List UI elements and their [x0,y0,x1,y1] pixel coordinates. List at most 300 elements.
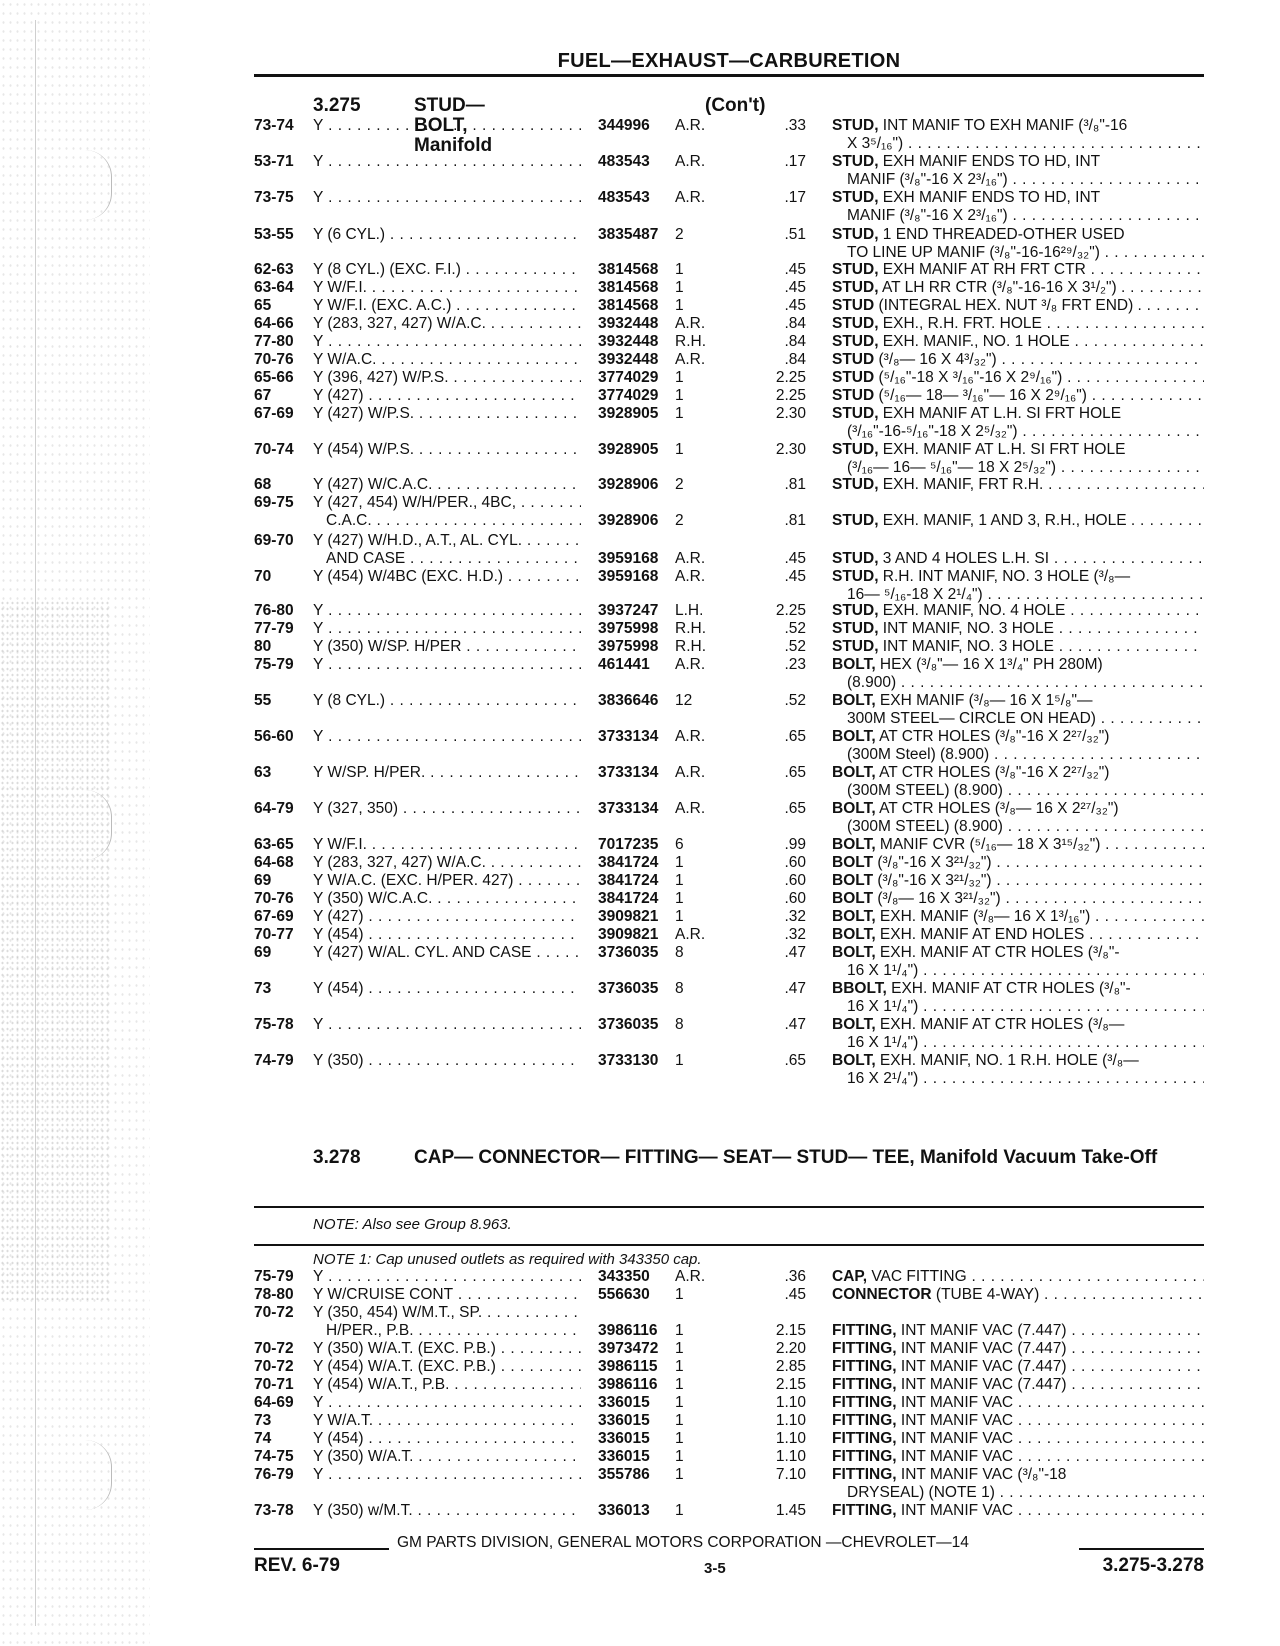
part-row [0,1268,1280,1286]
quantity: 1 [675,908,684,925]
price: 1.10 [775,1412,806,1429]
part-description [832,351,1204,369]
part-name: BOLT, [832,764,876,781]
part-spec: EXH. MANIF AT CTR HOLES (³/₈— [875,1016,1125,1033]
part-description [832,333,1204,351]
price: .17 [784,189,806,206]
part-name: STUD, [832,153,879,170]
model-years: 78-80 [254,1286,294,1303]
part-description [832,926,1204,944]
part-description [832,1430,1204,1448]
quantity: A.R. [675,550,706,567]
part-row [0,638,1280,656]
price: 1.10 [775,1394,806,1411]
part-row [0,1502,1280,1520]
part-number: 3932448 [598,333,659,350]
model-years: 64-79 [254,800,294,817]
part-description [832,405,1204,423]
price: .84 [784,351,806,368]
part-row [0,494,1280,529]
part-description [832,550,1204,568]
part-name: FITTING, [832,1394,897,1411]
price: 2.15 [775,1376,806,1393]
application: Y . . . [313,602,581,620]
quantity: 2 [675,512,684,529]
part-description [832,1322,1204,1340]
part-description [832,1286,1204,1304]
footer-rule-left [254,1548,389,1550]
model-years: 70-72 [254,1358,294,1375]
part-name: STUD, [832,117,879,134]
part-number: 3928905 [598,441,659,458]
quantity: 8 [675,944,684,961]
part-row [0,692,1280,727]
part-name: FITTING, [832,1466,897,1483]
price: .60 [784,872,806,889]
part-number: 3928906 [598,512,659,529]
part-number: 3841724 [598,854,659,871]
part-description [832,872,1204,890]
part-spec: INT MANIF VAC [896,1448,1014,1465]
part-row [0,890,1280,908]
part-name: STUD [832,297,875,314]
part-spec: EXH. MANIF, NO. 1 R.H. HOLE (³/₈— [875,1052,1139,1069]
part-description [832,944,1204,962]
model-years: 65-66 [254,369,294,386]
part-spec: EXH. MANIF AT END HOLES [875,926,1085,943]
model-years: 76-79 [254,1466,294,1483]
part-row [0,568,1280,603]
price: .81 [784,512,806,529]
part-number: 3814568 [598,261,659,278]
part-number: 483543 [598,189,650,206]
model-years: 64-68 [254,854,294,871]
application-cont: AND CASE . . . [326,550,581,568]
section-number: 3.278 [313,1147,361,1168]
price: .52 [784,692,806,709]
price: 2.20 [775,1340,806,1357]
model-years: 80 [254,638,272,655]
model-years: 68 [254,476,272,493]
part-number: 336015 [598,1412,650,1429]
part-name: STUD, [832,512,879,529]
part-row [0,926,1280,944]
part-description [832,854,1204,872]
part-number: 3733134 [598,728,659,745]
quantity: 1 [675,1430,684,1447]
price: 1.10 [775,1448,806,1465]
part-number: 336015 [598,1430,650,1447]
part-name: BOLT, [832,656,876,673]
application: Y (427) W/AL. CYL. AND CASE . . . [313,944,581,962]
model-years: 63-65 [254,836,294,853]
model-years: 63 [254,764,272,781]
part-number: 3928905 [598,405,659,422]
part-description [832,476,1204,494]
part-description-cont: MANIF (³/₈"-16 X 2³/₁₆") . . . [847,207,1204,225]
part-name: FITTING, [832,1430,897,1447]
part-name: FITTING, [832,1340,897,1357]
part-description [832,656,1204,674]
application: Y . . . [313,1466,581,1484]
part-description-cont: 16 X 1¹/₄") . . . [847,962,1204,980]
part-name: CONNECTOR [832,1286,932,1303]
part-description [832,728,1204,746]
quantity: 1 [675,1376,684,1393]
application: Y (350) W/SP. H/PER . . . [313,638,581,656]
part-row [0,944,1280,979]
part-description-cont: (³/₁₆— 16— ⁵/₁₆"— 18 X 2⁵/₃₂") . . . [847,459,1204,477]
part-spec: (TUBE 4-WAY) [931,1286,1040,1303]
part-spec: (³/₈"-16 X 3²¹/₃₂") [873,872,992,889]
application: Y (350) W/A.T. . . . [313,1448,581,1466]
application: Y (396, 427) W/P.S. . . . [313,369,581,387]
application-cont: C.A.C. . . . [326,512,581,530]
part-name: STUD, [832,333,879,350]
part-spec: AT CTR HOLES (³/₈— 16 X 2²⁷/₃₂") [875,800,1119,817]
price: 2.25 [775,387,806,404]
application: Y (350) w/M.T. . . . [313,1502,581,1520]
part-spec: INT MANIF VAC (7.447) [896,1376,1067,1393]
model-years: 77-80 [254,333,294,350]
model-years: 77-79 [254,620,294,637]
part-spec: INT MANIF, NO. 3 HOLE [878,620,1054,637]
part-name: BOLT [832,872,874,889]
part-name: STUD, [832,476,879,493]
part-number: 556630 [598,1286,650,1303]
part-row [0,854,1280,872]
part-description-cont: 16 X 1¹/₄") . . . [847,998,1204,1016]
part-row [0,279,1280,297]
quantity: 2 [675,476,684,493]
price: .65 [784,728,806,745]
part-name: BBOLT, [832,980,887,997]
part-row [0,728,1280,763]
part-row [0,602,1280,620]
part-spec: EXH MANIF AT RH FRT CTR [878,261,1086,278]
part-spec: EXH. MANIF, FRT R.H. [878,476,1044,493]
part-number: 3932448 [598,351,659,368]
application: Y (350) . . . [313,1052,581,1070]
part-number: 3736035 [598,980,659,997]
model-years: 70-71 [254,1376,294,1393]
note-see-also: NOTE: Also see Group 8.963. [313,1216,512,1233]
quantity: 8 [675,980,684,997]
part-row [0,351,1280,369]
header-rule [254,74,1204,77]
price: .47 [784,980,806,997]
part-description [832,890,1204,908]
part-name: BOLT, [832,1016,876,1033]
section-range: 3.275-3.278 [1102,1555,1204,1576]
model-years: 53-55 [254,226,294,243]
part-row [0,1304,1280,1339]
part-row [0,297,1280,315]
part-number: 3937247 [598,602,659,619]
quantity: A.R. [675,189,706,206]
part-spec: VAC FITTING [867,1268,967,1285]
part-name: STUD [832,387,875,404]
quantity: R.H. [675,620,706,637]
part-spec: (INTEGRAL HEX. NUT ³/₈ FRT END) . [874,297,1142,314]
model-years: 56-60 [254,728,294,745]
part-number: 344996 [598,117,650,134]
price: 1.10 [775,1430,806,1447]
price: .45 [784,279,806,296]
part-spec: MANIF CVR (⁵/₁₆— 18 X 3¹⁵/₃₂") [875,836,1101,853]
price: .33 [784,117,806,134]
part-number: 3975998 [598,620,659,637]
model-years: 63-64 [254,279,294,296]
part-row [0,1376,1280,1394]
application: Y (427) W/H.D., A.T., AL. CYL. . . . [313,532,581,550]
part-description-cont: (300M STEEL) (8.900) . . . [847,782,1204,800]
application: Y W/CRUISE CONT . . . [313,1286,581,1304]
part-description-cont: (300M Steel) (8.900) . . . [847,746,1204,764]
part-row [0,1052,1280,1087]
note-1: NOTE 1: Cap unused outlets as required with 343350 cap. [313,1251,702,1268]
part-description-cont: 300M STEEL— CIRCLE ON HEAD) . . . [847,710,1204,728]
quantity: 1 [675,441,684,458]
part-description [832,1358,1204,1376]
part-spec: AT CTR HOLES (³/₈"-16 X 2²⁷/₃₂") [875,728,1110,745]
part-description [832,315,1204,333]
price: .32 [784,908,806,925]
part-spec: AT CTR HOLES (³/₈"-16 X 2²⁷/₃₂") [875,764,1110,781]
model-years: 69 [254,944,272,961]
price: .52 [784,638,806,655]
price: .51 [784,226,806,243]
quantity: 1 [675,1448,684,1465]
part-number: 355786 [598,1466,650,1483]
part-name: BOLT, [832,926,876,943]
part-number: 3774029 [598,369,659,386]
application: Y W/F.I. . . . [313,279,581,297]
part-number: 3959168 [598,550,659,567]
model-years: 70 [254,568,272,585]
price: .65 [784,800,806,817]
part-number: 3814568 [598,297,659,314]
model-years: 70-72 [254,1304,294,1321]
application: Y (350, 454) W/M.T., SP. . . . [313,1304,581,1322]
part-name: FITTING, [832,1502,897,1519]
note-rule [254,1244,1204,1246]
part-description [832,980,1204,998]
part-spec: INT MANIF VAC [896,1502,1014,1519]
model-years: 69-75 [254,494,294,511]
model-years: 74-79 [254,1052,294,1069]
part-description [832,1502,1204,1520]
part-number: 3774029 [598,387,659,404]
quantity: A.R. [675,926,706,943]
model-years: 67 [254,387,272,404]
part-name: FITTING, [832,1376,897,1393]
price: .45 [784,550,806,567]
model-years: 67-69 [254,908,294,925]
page-header [254,50,1204,80]
section-rule [254,1206,1204,1208]
section-continued: (Con't) [705,95,766,116]
part-number: 461441 [598,656,650,673]
part-row [0,908,1280,926]
part-spec: INT MANIF VAC (7.447) [896,1322,1067,1339]
application: Y (427) W/P.S. . . . [313,405,581,423]
part-description-cont: (³/₁₆"-16-⁵/₁₆"-18 X 2⁵/₃₂") . . . [847,423,1204,441]
model-years: 53-71 [254,153,294,170]
quantity: 2 [675,226,684,243]
model-years: 76-80 [254,602,294,619]
part-number: 3975998 [598,638,659,655]
application: Y (350) W/A.T. (EXC. P.B.) . . . [313,1340,581,1358]
part-name: FITTING, [832,1358,897,1375]
part-spec: INT MANIF VAC (7.447) [896,1340,1067,1357]
part-description-cont: DRYSEAL) (NOTE 1) . . . [847,1484,1204,1502]
quantity: 1 [675,279,684,296]
footer-credit: GM PARTS DIVISION, GENERAL MOTORS CORPORATION —CHEVROLET—14 [397,1534,969,1551]
quantity: A.R. [675,656,706,673]
section-title: CAP— CONNECTOR— FITTING— SEAT— STUD— TEE, Manifold Vacuum Take-Off [414,1147,1158,1168]
part-description [832,1376,1204,1394]
part-description [832,117,1204,135]
part-description [832,297,1204,315]
part-description [832,261,1204,279]
part-name: BOLT, [832,944,876,961]
part-spec: (³/₈— 16 X 3²¹/₃₂") [873,890,1001,907]
application: Y (427) W/C.A.C. . . . [313,476,581,494]
part-name: STUD [832,369,875,386]
part-spec: (⁵/₁₆— 18— ³/₁₆"— 16 X 2⁹/₁₆") [874,387,1087,404]
part-name: STUD, [832,189,879,206]
price: 2.30 [775,441,806,458]
model-years: 69 [254,872,272,889]
part-number: 3841724 [598,872,659,889]
part-spec: EXH. MANIF AT CTR HOLES (³/₈"- [886,980,1131,997]
part-spec: EXH. MANIF, 1 AND 3, R.H., HOLE . [878,512,1136,529]
quantity: 6 [675,836,684,853]
quantity: 1 [675,1466,684,1483]
application: Y . . . [313,728,581,746]
part-row [0,532,1280,567]
part-description [832,369,1204,387]
model-years: 75-78 [254,1016,294,1033]
price: .45 [784,261,806,278]
section-number: 3.275 [313,95,361,116]
price: 7.10 [775,1466,806,1483]
quantity: 1 [675,369,684,386]
price: .45 [784,1286,806,1303]
part-description-cont: 16 X 1¹/₄") . . . [847,1034,1204,1052]
part-spec: (³/₈— 16 X 4³/₃₂") [874,351,997,368]
price: .23 [784,656,806,673]
part-number: 3835487 [598,226,659,243]
part-description [832,512,1204,530]
part-spec: (³/₈"-16 X 3²¹/₃₂") [873,854,992,871]
quantity: 1 [675,890,684,907]
quantity: 1 [675,1358,684,1375]
price: 2.25 [775,602,806,619]
part-name: STUD, [832,315,879,332]
part-row [0,226,1280,261]
part-spec: (⁵/₁₆"-18 X ³/₁₆"-16 X 2⁹/₁₆") [874,369,1063,386]
part-spec: EXH MANIF ENDS TO HD, INT [878,153,1101,170]
footer-rule-right [1079,1548,1204,1550]
part-spec: INT MANIF VAC [896,1394,1014,1411]
part-description [832,387,1204,405]
model-years: 64-69 [254,1394,294,1411]
part-row [0,764,1280,799]
part-number: 3986116 [598,1322,658,1339]
quantity: 1 [675,297,684,314]
part-number: 336015 [598,1394,650,1411]
application: Y (454) W/4BC (EXC. H.D.) . . . [313,568,581,586]
model-years: 73 [254,1412,272,1429]
part-row [0,387,1280,405]
quantity: 1 [675,1412,684,1429]
model-years: 64-66 [254,315,294,332]
part-name: BOLT, [832,1052,876,1069]
quantity: 1 [675,872,684,889]
price: .60 [784,890,806,907]
price: .47 [784,1016,806,1033]
part-row [0,476,1280,494]
quantity: R.H. [675,333,706,350]
part-description-cont: MANIF (³/₈"-16 X 2³/₁₆") . . . [847,171,1204,189]
part-row [0,441,1280,476]
part-row [0,1016,1280,1051]
price: .17 [784,153,806,170]
model-years: 55 [254,692,272,709]
part-number: 336013 [598,1502,650,1519]
part-spec: INT MANIF, NO. 3 HOLE [878,638,1054,655]
part-row [0,333,1280,351]
part-description-cont: (8.900) . . . [847,674,1204,692]
price: .45 [784,568,806,585]
quantity: 1 [675,261,684,278]
part-spec: R.H. INT MANIF, NO. 3 HOLE (³/₈— [878,568,1131,585]
part-row [0,261,1280,279]
part-row [0,1340,1280,1358]
part-description [832,441,1204,459]
part-number: 3841724 [598,890,659,907]
application: Y (427, 454) W/H/PER., 4BC, . . . [313,494,581,512]
application: Y (454) W/P.S. . . . [313,441,581,459]
part-number: 3973472 [598,1340,659,1357]
quantity: 1 [675,1502,684,1519]
price: .32 [784,926,806,943]
part-row [0,369,1280,387]
model-years: 70-76 [254,890,294,907]
part-description [832,692,1204,710]
application-cont: H/PER., P.B. . . . [326,1322,581,1340]
part-spec: EXH MANIF ENDS TO HD, INT [878,189,1101,206]
price: 2.85 [775,1358,806,1375]
part-name: BOLT, [832,908,876,925]
part-name: BOLT, [832,800,876,817]
application: Y . . . [313,1016,581,1034]
part-number: 483543 [598,153,650,170]
part-description [832,764,1204,782]
application: Y . . . [313,117,581,135]
quantity: A.R. [675,315,706,332]
application: Y (327, 350) . . . [313,800,581,818]
quantity: 1 [675,1340,684,1357]
model-years: 67-69 [254,405,294,422]
application: Y W/SP. H/PER. . . . [313,764,581,782]
part-description [832,908,1204,926]
price: .84 [784,315,806,332]
price: .45 [784,297,806,314]
model-years: 70-74 [254,441,294,458]
